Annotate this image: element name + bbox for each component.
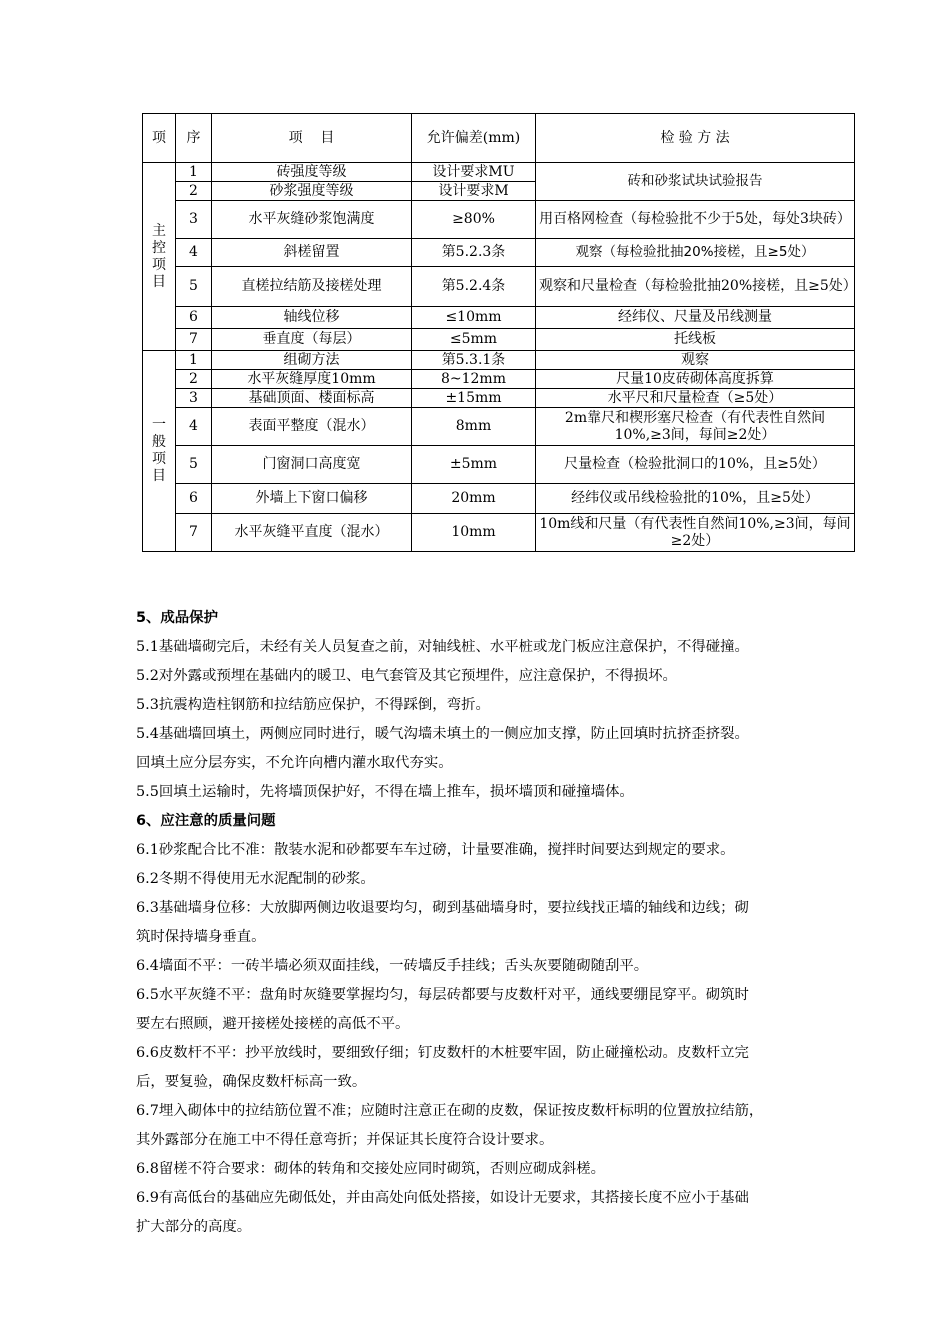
row-method: 托线板 — [536, 329, 855, 351]
row-tolerance: 设计要求M — [412, 182, 536, 201]
document-body — [136, 604, 860, 1242]
table-row — [143, 239, 855, 267]
row-tolerance: ±15mm — [412, 389, 536, 408]
row-item: 垂直度（每层） — [212, 329, 412, 351]
row-method: 尺量10皮砖砌体高度拆算 — [536, 370, 855, 389]
table-header-row — [143, 114, 855, 163]
row-method: 经纬仪或吊线检验批的10%，且≥5处） — [536, 484, 855, 514]
paragraph-line: 5.3抗震构造柱钢筋和拉结筋应保护，不得踩倒，弯折。 — [136, 697, 490, 713]
row-tolerance: 8mm — [412, 408, 536, 446]
row-no: 6 — [176, 484, 212, 514]
table-row — [143, 163, 855, 182]
row-no: 3 — [176, 201, 212, 239]
row-tolerance: 10mm — [412, 514, 536, 552]
header-tolerance: 允许偏差(mm) — [412, 114, 536, 163]
paragraph-line: 6.2冬期不得使用无水泥配制的砂浆。 — [136, 871, 375, 887]
paragraph-line: 6.3基础墙身位移：大放脚两侧边收退要均匀，砌到基础墙身时，要拉线找正墙的轴线和边线；砌 — [136, 900, 749, 916]
inspection-table — [142, 113, 855, 552]
row-no: 7 — [176, 514, 212, 552]
table-row — [143, 389, 855, 408]
row-no: 5 — [176, 446, 212, 484]
row-method: 观察（每检验批抽20%接槎，且≥5处） — [536, 239, 855, 267]
row-no: 2 — [176, 370, 212, 389]
row-tolerance: 20mm — [412, 484, 536, 514]
table-row — [143, 267, 855, 307]
paragraph-line: 扩大部分的高度。 — [136, 1219, 252, 1235]
section-heading: 6、应注意的质量问题 — [136, 813, 276, 829]
row-item: 砂浆强度等级 — [212, 182, 412, 201]
paragraph-line: 6.1砂浆配合比不准：散装水泥和砂都要车车过磅，计量要准确，搅拌时间要达到规定的要求。 — [136, 842, 735, 858]
row-no: 5 — [176, 267, 212, 307]
paragraph-line: 5.1基础墙砌完后，未经有关人员复查之前，对轴线桩、水平桩或龙门板应注意保护，不得碰撞。 — [136, 639, 749, 655]
row-method: 观察和尺量检查（每检验批抽20%接槎，且≥5处） — [536, 267, 855, 307]
paragraph-line: 6.9有高低台的基础应先砌低处，并由高处向低处搭接，如设计无要求，其搭接长度不应小于基础 — [136, 1190, 749, 1206]
row-item: 水平灰缝平直度（混水） — [212, 514, 412, 552]
row-tolerance: 第5.3.1条 — [412, 351, 536, 370]
row-method: 观察 — [536, 351, 855, 370]
group-label-general: 一 般 项 目 — [143, 351, 176, 552]
row-tolerance: 第5.2.4条 — [412, 267, 536, 307]
paragraph-line: 回填土应分层夯实，不允许向槽内灌水取代夯实。 — [136, 755, 453, 771]
table-row — [143, 370, 855, 389]
paragraph-line: 6.6皮数杆不平：抄平放线时，要细致仔细；钉皮数杆的木桩要牢固，防止碰撞松动。皮数杆立完 — [136, 1045, 749, 1061]
row-no: 1 — [176, 163, 212, 182]
row-tolerance: ≥80% — [412, 201, 536, 239]
row-item: 门窗洞口高度宽 — [212, 446, 412, 484]
row-item: 斜槎留置 — [212, 239, 412, 267]
paragraph-line: 5.5回填土运输时，先将墙顶保护好，不得在墙上推车，损坏墙顶和碰撞墙体。 — [136, 784, 634, 800]
row-item: 轴线位移 — [212, 307, 412, 329]
row-item: 水平灰缝厚度10mm — [212, 370, 412, 389]
row-item: 直槎拉结筋及接槎处理 — [212, 267, 412, 307]
table-row — [143, 408, 855, 446]
row-tolerance: 设计要求MU — [412, 163, 536, 182]
paragraph-line: 要左右照顾，避开接槎处接槎的高低不平。 — [136, 1016, 410, 1032]
header-category: 项 — [143, 114, 176, 163]
row-tolerance: ≤10mm — [412, 307, 536, 329]
row-method: 水平尺和尺量检查（≥5处） — [536, 389, 855, 408]
row-method: 砖和砂浆试块试验报告 — [536, 163, 855, 201]
row-method: 经纬仪、尺量及吊线测量 — [536, 307, 855, 329]
paragraph-line: 6.8留槎不符合要求：砌体的转角和交接处应同时砌筑，否则应砌成斜槎。 — [136, 1161, 605, 1177]
row-tolerance: ±5mm — [412, 446, 536, 484]
row-no: 4 — [176, 239, 212, 267]
paragraph-line: 后，要复验，确保皮数杆标高一致。 — [136, 1074, 367, 1090]
row-no: 3 — [176, 389, 212, 408]
row-tolerance: 第5.2.3条 — [412, 239, 536, 267]
paragraph-line: 5.4基础墙回填土，两侧应同时进行，暖气沟墙未填土的一侧应加支撑，防止回填时抗挤歪挤裂。 — [136, 726, 749, 742]
paragraph-line: 6.7埋入砌体中的拉结筋位置不准；应随时注意正在砌的皮数，保证按皮数杆标明的位置放拉结筋， — [136, 1103, 764, 1119]
row-no: 1 — [176, 351, 212, 370]
table-row — [143, 446, 855, 484]
row-no: 6 — [176, 307, 212, 329]
header-seq: 序 — [176, 114, 212, 163]
row-method: 尺量检查（检验批洞口的10%，且≥5处） — [536, 446, 855, 484]
row-item: 水平灰缝砂浆饱满度 — [212, 201, 412, 239]
group-label-main: 主 控 项 目 — [143, 163, 176, 351]
row-no: 2 — [176, 182, 212, 201]
row-item: 外墙上下窗口偏移 — [212, 484, 412, 514]
row-item: 基础顶面、楼面标高 — [212, 389, 412, 408]
row-tolerance: ≤5mm — [412, 329, 536, 351]
row-item: 组砌方法 — [212, 351, 412, 370]
row-method: 用百格网检查（每检验批不少于5处，每处3块砖） — [536, 201, 855, 239]
header-item: 项 目 — [212, 114, 412, 163]
section-heading: 5、成品保护 — [136, 610, 218, 626]
row-no: 4 — [176, 408, 212, 446]
paragraph-line: 6.5水平灰缝不平：盘角时灰缝要掌握均匀，每层砖都要与皮数杆对平，通线要绷昆穿平。砌筑时 — [136, 987, 749, 1003]
paragraph-line: 其外露部分在施工中不得任意弯折；并保证其长度符合设计要求。 — [136, 1132, 554, 1148]
row-method: 2m靠尺和楔形塞尺检查（有代表性自然间10%,≥3间，每间≥2处） — [536, 408, 855, 446]
paragraph-line: 5.2对外露或预埋在基础内的暖卫、电气套管及其它预埋件，应注意保护，不得损坏。 — [136, 668, 677, 684]
table-row — [143, 351, 855, 370]
paragraph-line: 筑时保持墙身垂直。 — [136, 929, 266, 945]
table-row — [143, 329, 855, 351]
row-tolerance: 8~12mm — [412, 370, 536, 389]
table-row — [143, 201, 855, 239]
row-item: 表面平整度（混水） — [212, 408, 412, 446]
paragraph-line: 6.4墙面不平：一砖半墙必须双面挂线，一砖墙反手挂线；舌头灰要随砌随刮平。 — [136, 958, 649, 974]
row-no: 7 — [176, 329, 212, 351]
table-row — [143, 514, 855, 552]
table-row — [143, 484, 855, 514]
row-item: 砖强度等级 — [212, 163, 412, 182]
header-method: 检 验 方 法 — [536, 114, 855, 163]
row-method: 10m线和尺量（有代表性自然间10%,≥3间，每间≥2处） — [536, 514, 855, 552]
table-row — [143, 307, 855, 329]
